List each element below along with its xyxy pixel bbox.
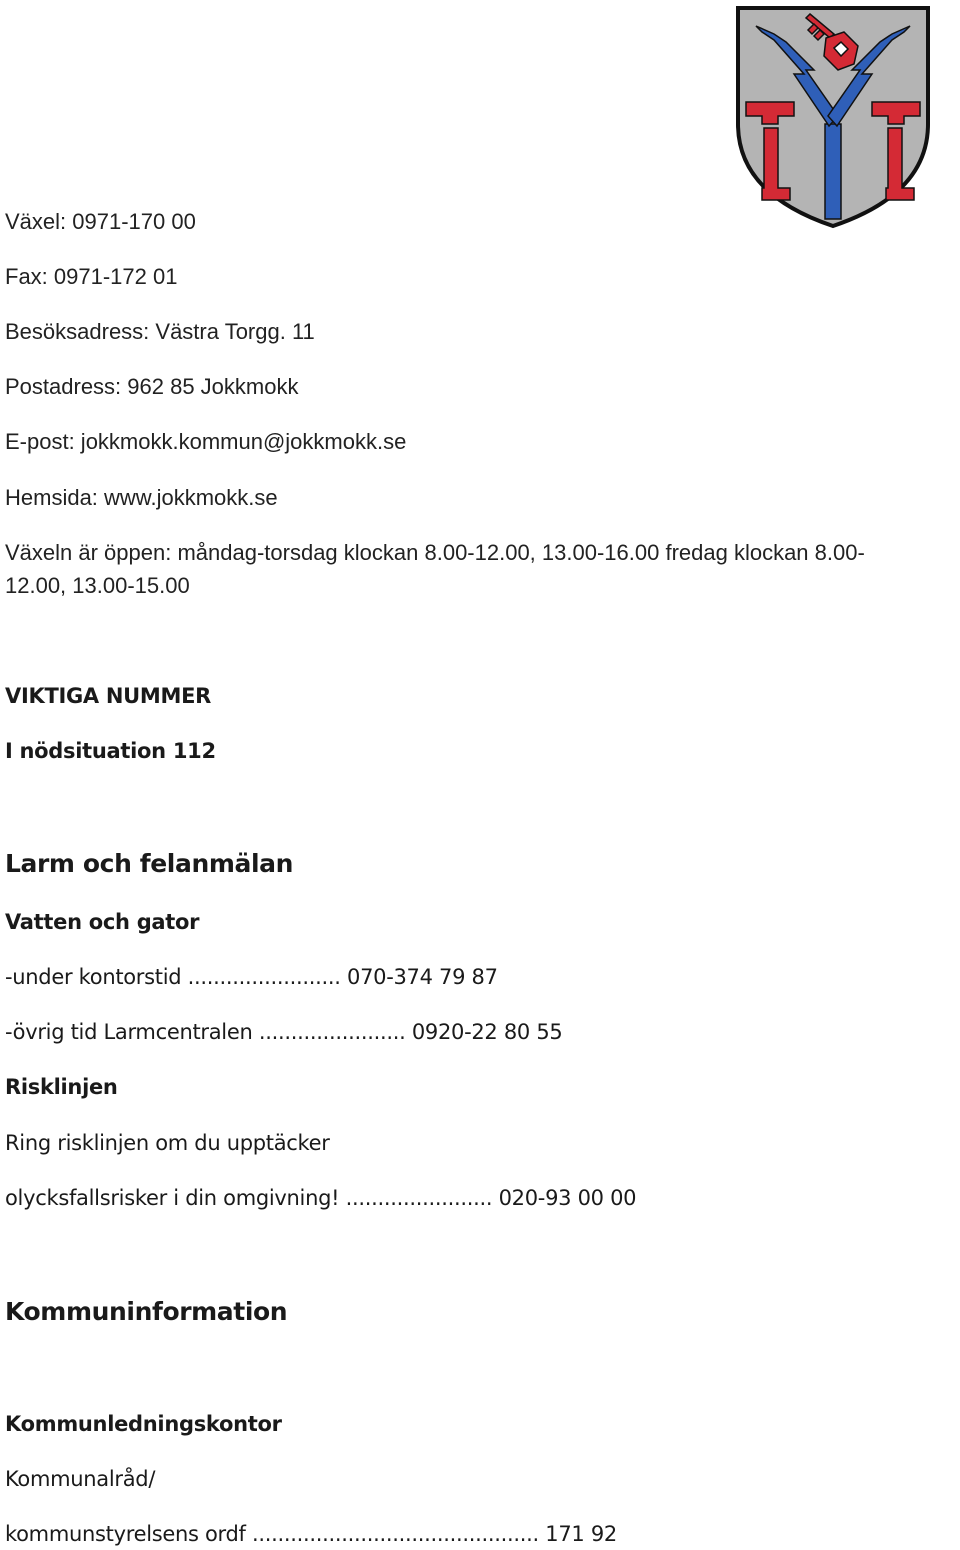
postadress-line: Postadress: 962 85 Jokkmokk — [5, 374, 299, 399]
fax-line: Fax: 0971-172 01 — [5, 264, 178, 289]
oppettider-line-1: Växeln är öppen: måndag-torsdag klockan 8.00-12.00, 13.00-16.00 fredag klockan 8.00- — [5, 540, 865, 565]
viktiga-nummer-heading: VIKTIGA NUMMER — [5, 684, 212, 708]
vatten-heading: Vatten och gator — [5, 910, 200, 934]
larm-heading: Larm och felanmälan — [5, 849, 294, 878]
ordf-line: kommunstyrelsens ordf ............................................. 171 92 — [5, 1522, 617, 1546]
risklinjen-line-2: olycksfallsrisker i din omgivning! ....................... 020-93 00 00 — [5, 1186, 637, 1210]
vaxel-line: Växel: 0971-170 00 — [5, 209, 196, 234]
oppettider-line-2: 12.00, 13.00-15.00 — [5, 573, 190, 598]
risklinjen-line-1: Ring risklinjen om du upptäcker — [5, 1131, 330, 1155]
kommunalrad-line: Kommunalråd/ — [5, 1467, 156, 1491]
coat-of-arms-logo — [734, 4, 932, 230]
nodsituation-line: I nödsituation 112 — [5, 739, 216, 763]
epost-line: E-post: jokkmokk.kommun@jokkmokk.se — [5, 429, 407, 454]
hemsida-line: Hemsida: www.jokkmokk.se — [5, 485, 278, 510]
besoksadress-line: Besöksadress: Västra Torgg. 11 — [5, 319, 315, 344]
kommunledningskontor-heading: Kommunledningskontor — [5, 1412, 282, 1436]
ovrig-tid-line: -övrig tid Larmcentralen ....................... 0920-22 80 55 — [5, 1020, 563, 1044]
kommuninformation-heading: Kommuninformation — [5, 1297, 288, 1326]
risklinjen-heading: Risklinjen — [5, 1075, 118, 1099]
under-kontorstid-line: -under kontorstid ........................ 070-374 79 87 — [5, 965, 498, 989]
